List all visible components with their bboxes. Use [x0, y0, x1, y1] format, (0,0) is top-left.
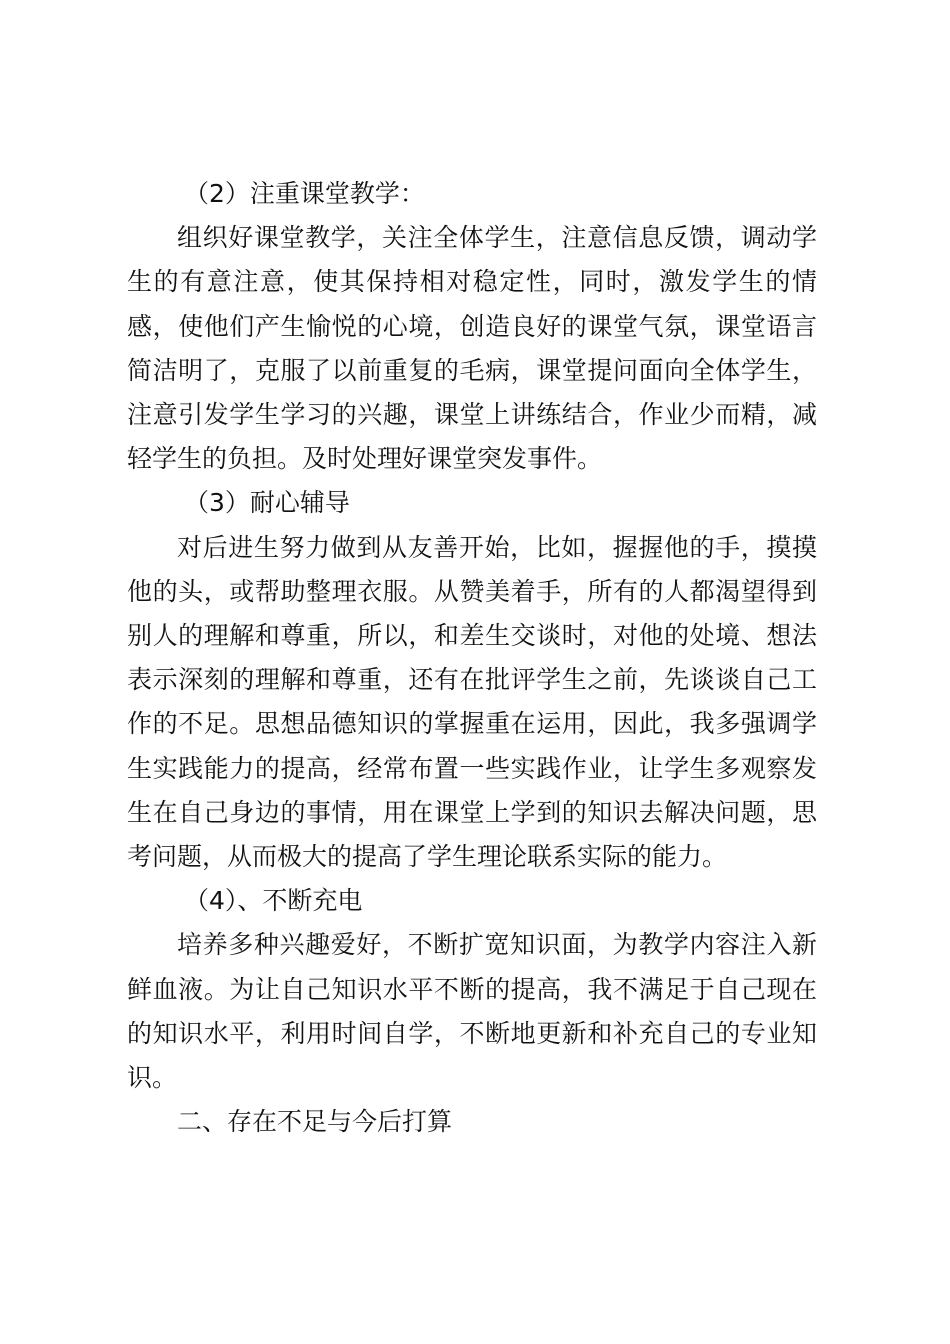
text-line: 他的头，或帮助整理衣服。从赞美着手，所有的人都渴望得到 [127, 576, 817, 606]
text-line: 的知识水平，利用时间自学，不断地更新和补充自己的专业知 [127, 1018, 817, 1048]
paragraph-continuous-learning [127, 923, 817, 1100]
text-line: 感，使他们产生愉悦的心境，创造良好的课堂气氛，课堂语言 [127, 311, 817, 341]
text-line: 轻学生的负担。及时处理好课堂突发事件。 [127, 444, 603, 474]
section-heading-continuous-learning: （4）、不断充电 [184, 886, 363, 916]
section-heading-patient-tutoring: （3）耐心辅导 [184, 488, 350, 518]
text-line: 生在自己身边的事情，用在课堂上学到的知识去解决问题，思 [127, 797, 817, 827]
text-line: 生的有意注意，使其保持相对稳定性，同时，激发学生的情 [127, 267, 817, 297]
paragraph-classroom-teaching [127, 216, 817, 481]
text-line: 考问题，从而极大的提高了学生理论联系实际的能力。 [127, 842, 728, 872]
text-line: 识。 [127, 1063, 178, 1093]
text-line: 组织好课堂教学，关注全体学生，注意信息反馈，调动学 [177, 223, 817, 253]
text-line: 鲜血液。为让自己知识水平不断的提高，我不满足于自己现在 [127, 974, 817, 1004]
text-line: 表示深刻的理解和尊重，还有在批评学生之前，先谈谈自己工 [127, 665, 817, 695]
document-body [127, 172, 817, 1144]
text-line: 注意引发学生学习的兴趣，课堂上讲练结合，作业少而精，减 [127, 400, 817, 430]
text-line: 作的不足。思想品德知识的掌握重在运用，因此，我多强调学 [127, 709, 817, 739]
text-line: 简洁明了，克服了以前重复的毛病，课堂提问面向全体学生， [127, 355, 817, 385]
text-line: 培养多种兴趣爱好，不断扩宽知识面，为教学内容注入新 [177, 930, 817, 960]
text-line: 生实践能力的提高，经常布置一些实践作业，让学生多观察发 [127, 753, 817, 783]
text-line: 对后进生努力做到从友善开始，比如，握握他的手，摸摸 [177, 532, 817, 562]
section-heading-classroom-teaching: （2）注重课堂教学： [184, 179, 425, 208]
text-line: 别人的理解和尊重，所以，和差生交谈时，对他的处境、想法 [127, 621, 817, 651]
section-heading-shortcomings-plans: 二、存在不足与今后打算 [177, 1107, 453, 1137]
paragraph-patient-tutoring [127, 526, 817, 880]
